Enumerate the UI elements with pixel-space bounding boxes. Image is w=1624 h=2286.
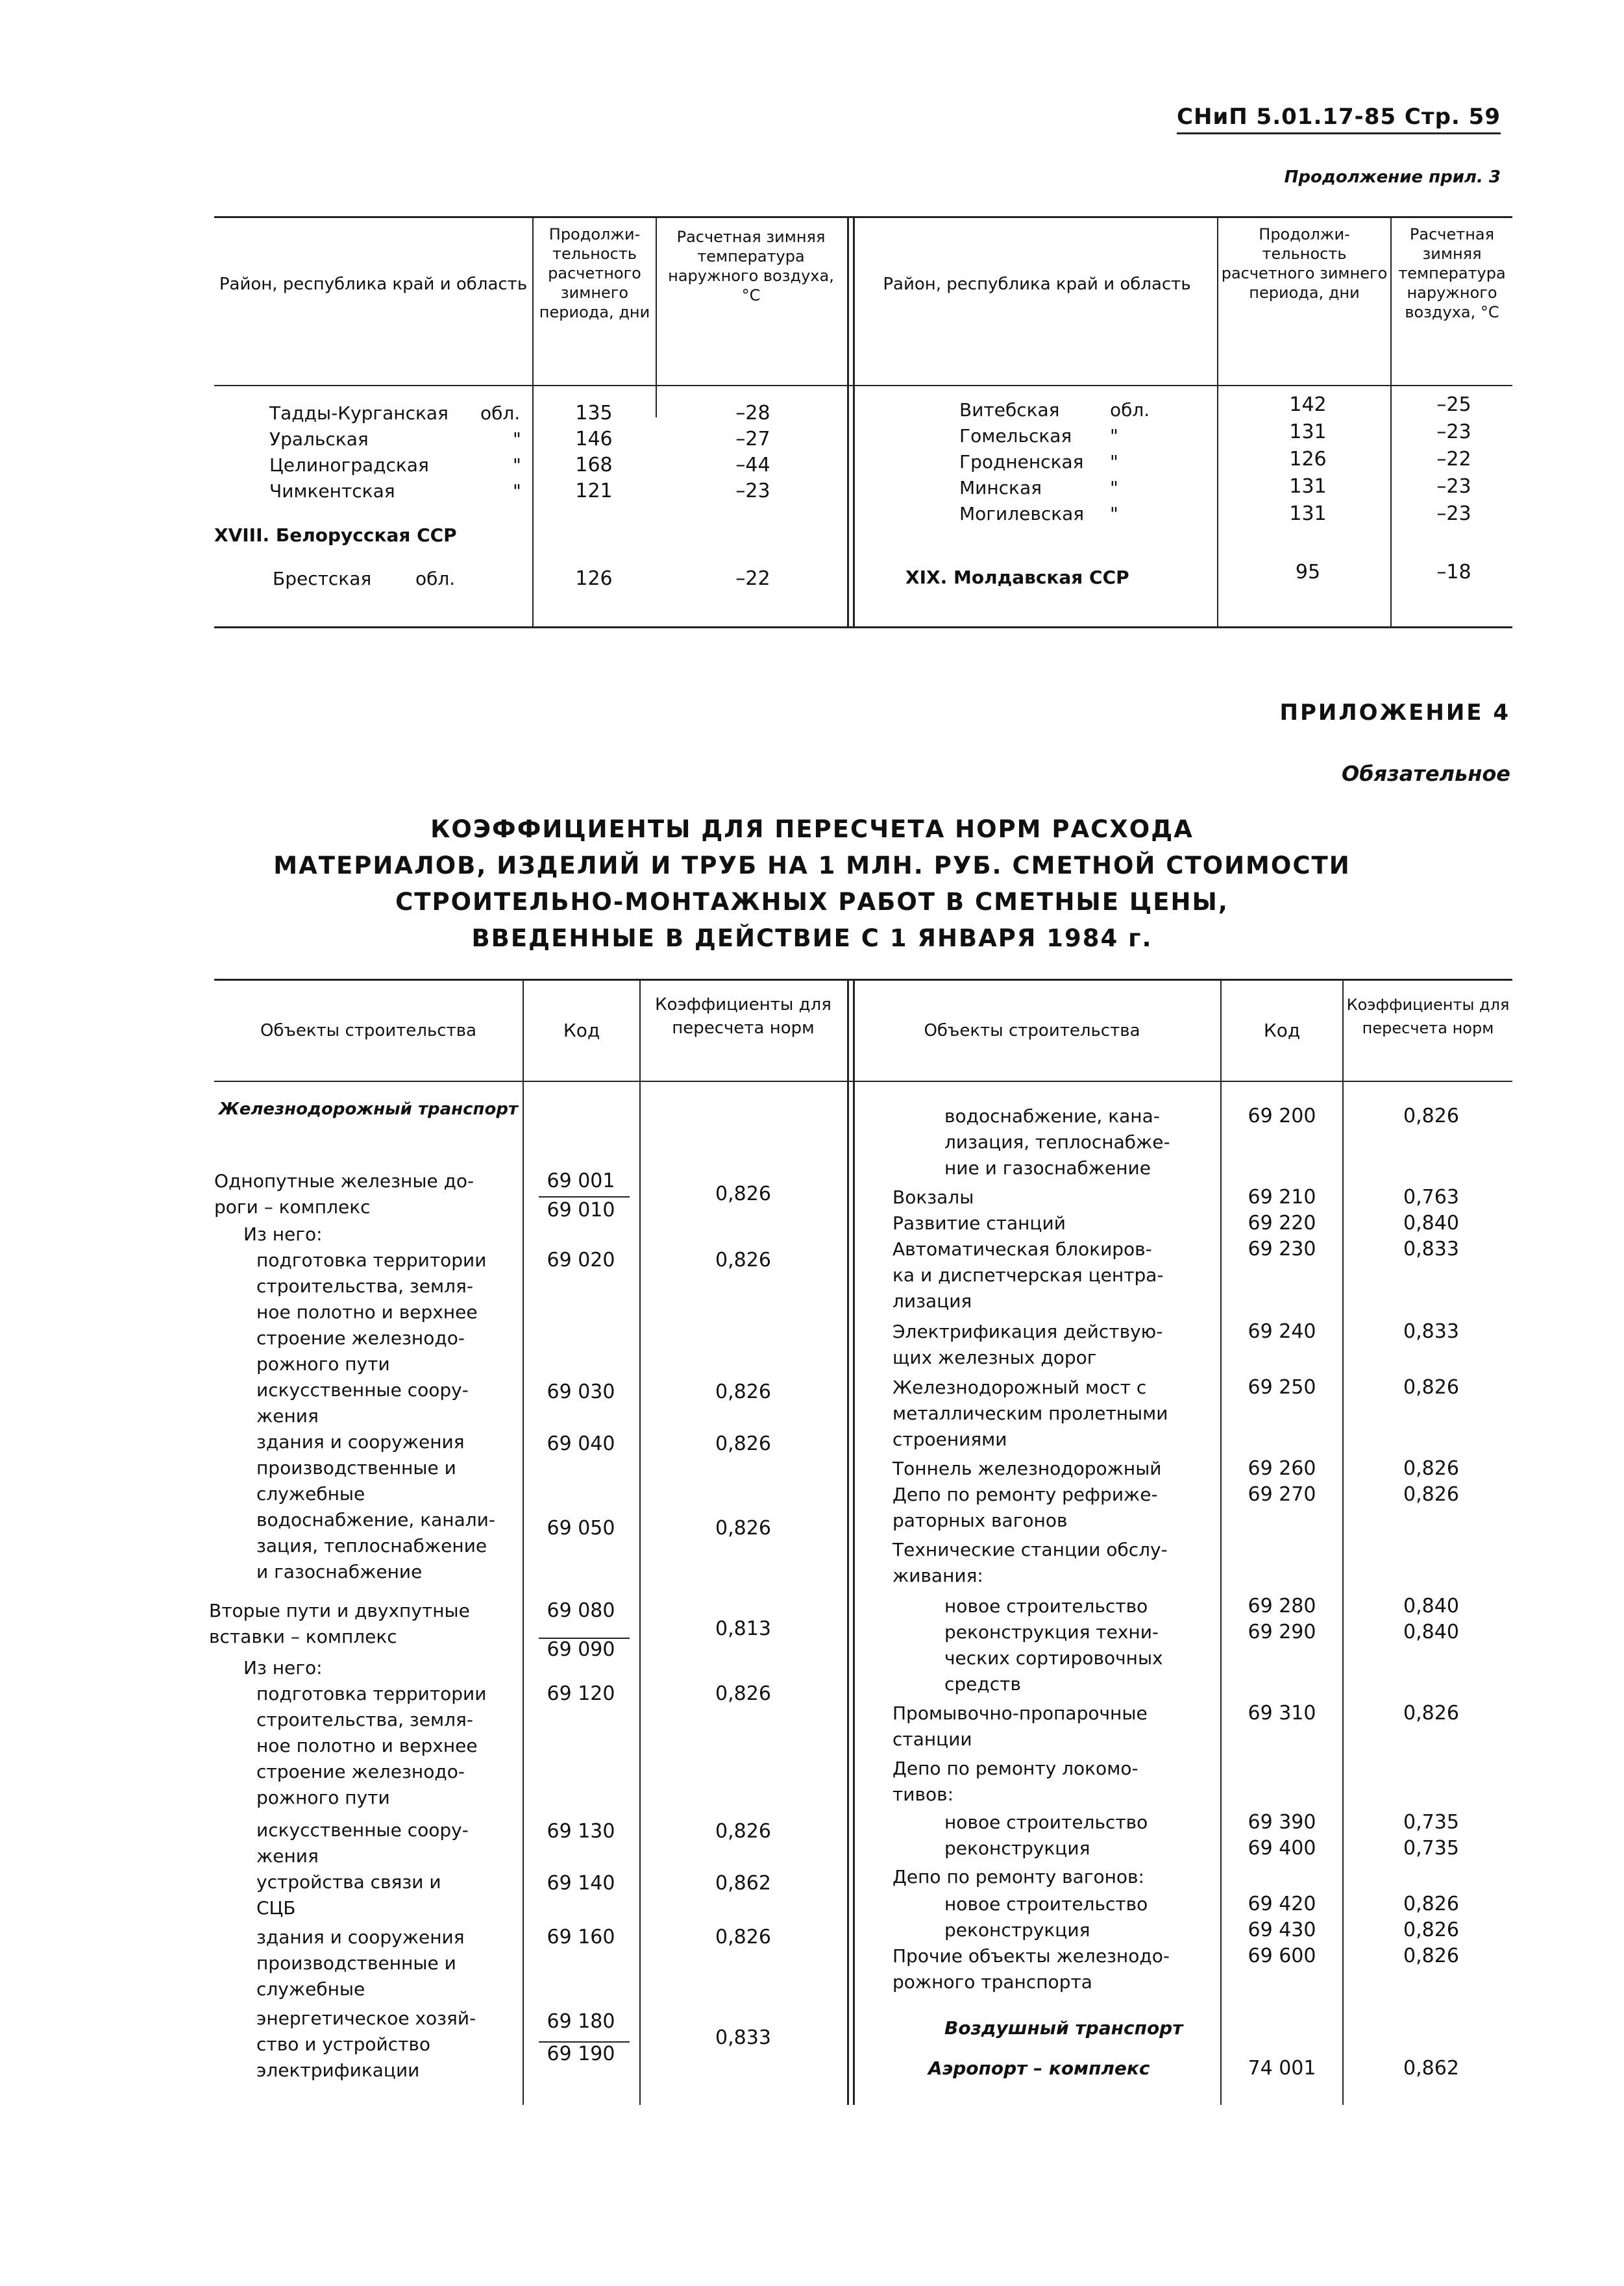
object-line: металлическим пролетными — [892, 1403, 1168, 1424]
section-air: Воздушный транспорт — [944, 2017, 1183, 2039]
object-line: Технические станции обслу- — [892, 1539, 1168, 1560]
coef-cell: 0,826 — [1403, 1893, 1459, 1915]
object-line: ние и газоснабжение — [944, 1157, 1151, 1179]
title-line: ВВЕДЕННЫЕ В ДЕЙСТВИЕ С 1 ЯНВАРЯ 1984 г. — [471, 924, 1153, 952]
col-header-region-right: Район, республика край и область — [883, 275, 1191, 294]
code-cell: 69 210 — [1248, 1186, 1316, 1209]
object-line: водоснабжение, кана- — [944, 1105, 1160, 1127]
object-line: роги – комплекс — [214, 1196, 371, 1218]
object-line: и газоснабжение — [256, 1561, 423, 1582]
object-line: ное полотно и верхнее — [256, 1735, 478, 1756]
object-line: Вторые пути и двухпутные — [209, 1600, 470, 1621]
object-line: Вокзалы — [892, 1186, 974, 1208]
table1-days: 126 — [1289, 448, 1327, 471]
table1-region: Могилевская — [959, 503, 1085, 524]
code-cell: 69 280 — [1248, 1595, 1316, 1617]
object-line: устройства связи и — [256, 1871, 441, 1893]
object-line: рожного пути — [256, 1353, 390, 1375]
object-line: рожного пути — [256, 1787, 390, 1808]
object-line: Депо по ремонту вагонов: — [892, 1866, 1144, 1887]
object-line: рожного транспорта — [892, 1971, 1092, 1993]
code-cell: 69 310 — [1248, 1702, 1316, 1725]
coef-cell: 0,735 — [1403, 1811, 1459, 1834]
object-line: лизация — [892, 1290, 972, 1312]
col-header-temperature-right: Расчетная зимняя температура наружного воздуха, °С — [1398, 225, 1506, 321]
col-header-objects-right: Объекты строительства — [924, 1021, 1140, 1040]
table1-temp: –28 — [735, 402, 770, 424]
table1-days: 121 — [575, 480, 613, 502]
table1-suffix: " — [513, 454, 521, 476]
coef-cell: 0,833 — [1403, 1238, 1459, 1260]
object-line: ное полотно и верхнее — [256, 1301, 478, 1323]
code-cell: 69 180 — [547, 2010, 615, 2033]
coef-cell: 0,826 — [715, 1926, 771, 1948]
object-line: Развитие станций — [892, 1212, 1066, 1234]
table1-temp: –23 — [735, 480, 770, 502]
section-railway: Железнодорожный транспорт — [218, 1100, 519, 1119]
object-line: реконструкция — [944, 1837, 1090, 1859]
coef-cell: 0,862 — [715, 1872, 771, 1895]
object-line: реконструкция техни- — [944, 1621, 1159, 1643]
object-line: СЦБ — [256, 1897, 296, 1919]
code-cell: 69 390 — [1248, 1811, 1316, 1834]
object-line: водоснабжение, канали- — [256, 1509, 495, 1530]
code-cell: 69 040 — [547, 1432, 615, 1455]
col-header-code-right: Код — [1263, 1020, 1301, 1041]
object-line: служебные — [256, 1483, 365, 1505]
coef-cell: 0,735 — [1403, 1837, 1459, 1860]
object-line: щих железных дорог — [892, 1347, 1097, 1368]
title-line: МАТЕРИАЛОВ, ИЗДЕЛИЙ И ТРУБ НА 1 МЛН. РУБ. СМЕТНОЙ СТОИМОСТИ — [273, 852, 1351, 879]
table1-suffix: " — [1110, 477, 1118, 498]
object-line: Железнодорожный мост с — [892, 1377, 1147, 1398]
table1-temp: –25 — [1436, 393, 1471, 416]
col-header-region: Район, республика край и область — [219, 275, 528, 294]
object-line: строительства, земля- — [256, 1275, 473, 1297]
object-line: раторных вагонов — [892, 1510, 1068, 1531]
object-line: жения — [256, 1845, 319, 1867]
table1-region: Гомельская — [959, 425, 1072, 447]
code-cell: 69 001 — [547, 1170, 615, 1192]
code-cell: 69 120 — [547, 1682, 615, 1705]
coef-cell: 0,862 — [1403, 2057, 1459, 2080]
coef-cell: 0,826 — [1403, 1457, 1459, 1480]
table1-suffix: " — [513, 480, 521, 502]
object-line: реконструкция — [944, 1919, 1090, 1941]
code-cell: 69 420 — [1248, 1893, 1316, 1915]
table1-suffix: " — [1110, 503, 1118, 524]
object-line: ка и диспетчерская центра- — [892, 1264, 1164, 1286]
continuation-note: Продолжение прил. 3 — [1284, 167, 1501, 187]
object-line: лизация, теплоснабже- — [944, 1131, 1170, 1153]
coef-cell: 0,826 — [1403, 1702, 1459, 1725]
subheading: Из него: — [243, 1223, 323, 1245]
coef-cell: 0,840 — [1403, 1621, 1459, 1643]
object-line: Аэропорт – комплекс — [928, 2058, 1150, 2079]
table1-temp: –44 — [735, 454, 770, 476]
object-line: строительства, земля- — [256, 1709, 473, 1730]
table1-region: Тадды-Курганская — [269, 402, 449, 424]
table1-suffix: " — [1110, 425, 1118, 447]
table1-temp: –22 — [1436, 448, 1471, 471]
object-line: электрификации — [256, 2059, 420, 2081]
coef-cell: 0,826 — [1403, 1105, 1459, 1127]
object-line: производственные и — [256, 1457, 456, 1479]
col-header-coef: Коэффициенты для пересчета норм — [655, 995, 831, 1038]
table1-suffix: " — [513, 428, 521, 450]
table1-days: 126 — [575, 567, 613, 590]
object-line: Однопутные железные до- — [214, 1170, 474, 1192]
code-cell: 69 090 — [547, 1638, 615, 1661]
table1-temp: –18 — [1436, 561, 1471, 584]
table1-temp: –27 — [735, 428, 770, 450]
table1-section-heading: XIX. Молдавская ССР — [905, 567, 1129, 588]
table1-temp: –23 — [1436, 421, 1471, 443]
code-cell: 69 140 — [547, 1872, 615, 1895]
code-cell: 69 240 — [1248, 1320, 1316, 1343]
object-line: строение железнодо- — [256, 1327, 465, 1349]
coef-cell: 0,826 — [1403, 1376, 1459, 1399]
subheading: Из него: — [243, 1657, 323, 1678]
code-cell: 69 080 — [547, 1599, 615, 1622]
object-line: ческих сортировочных — [944, 1647, 1163, 1669]
coef-cell: 0,826 — [1403, 1945, 1459, 1967]
object-line: Автоматическая блокиров- — [892, 1238, 1152, 1260]
coef-cell: 0,840 — [1403, 1212, 1459, 1235]
appendix-status: Обязательное — [1342, 761, 1510, 786]
table1-region: Брестская — [273, 568, 372, 589]
object-line: живания: — [892, 1565, 983, 1586]
code-cell: 69 010 — [547, 1199, 615, 1222]
table1-temp: –23 — [1436, 475, 1471, 498]
code-cell: 69 270 — [1248, 1483, 1316, 1506]
object-line: Депо по ремонту рефрижe- — [892, 1484, 1158, 1505]
object-line: искусственные соору- — [256, 1379, 469, 1401]
object-line: подготовка территории — [256, 1249, 487, 1271]
coef-cell: 0,826 — [1403, 1919, 1459, 1941]
coef-cell: 0,826 — [1403, 1483, 1459, 1506]
table1-region: Минская — [959, 477, 1042, 498]
object-line: подготовка территории — [256, 1683, 487, 1704]
coef-cell: 0,826 — [715, 1517, 771, 1540]
object-line: служебные — [256, 1978, 365, 2000]
table1-days: 135 — [575, 402, 613, 424]
table1-region: Витебская — [959, 399, 1060, 421]
code-cell: 69 020 — [547, 1249, 615, 1272]
object-line: Прочие объекты железнодо- — [892, 1945, 1170, 1967]
coef-cell: 0,826 — [715, 1820, 771, 1843]
table1-temp: –23 — [1436, 502, 1471, 525]
table1-days: 131 — [1289, 475, 1327, 498]
object-line: ство и устройство — [256, 2034, 431, 2055]
table1-days: 142 — [1289, 393, 1327, 416]
appendix-label: ПРИЛОЖЕНИЕ 4 — [1279, 700, 1510, 726]
coef-cell: 0,833 — [715, 2026, 771, 2049]
coef-cell: 0,833 — [1403, 1320, 1459, 1343]
table1-days: 146 — [575, 428, 613, 450]
coef-cell: 0,813 — [715, 1617, 771, 1640]
object-line: новое строительство — [944, 1595, 1148, 1617]
table1-suffix: " — [1110, 451, 1118, 473]
code-cell: 69 290 — [1248, 1621, 1316, 1643]
code-cell: 69 030 — [547, 1381, 615, 1403]
col-header-temperature: Расчетная зимняя температура наружного воздуха, °С — [668, 228, 834, 304]
object-line: Депо по ремонту локомо- — [892, 1758, 1138, 1779]
code-cell: 69 600 — [1248, 1945, 1316, 1967]
table1-suffix: обл. — [1110, 399, 1150, 421]
code-cell: 69 190 — [547, 2043, 615, 2065]
object-line: Тоннель железнодорожный — [892, 1458, 1162, 1479]
code-cell: 69 230 — [1248, 1238, 1316, 1260]
code-cell: 69 200 — [1248, 1105, 1316, 1127]
code-cell: 69 220 — [1248, 1212, 1316, 1235]
running-head: СНиП 5.01.17-85 Стр. 59 — [1177, 104, 1501, 134]
object-line: Электрификация действую- — [892, 1321, 1163, 1342]
code-cell: 69 430 — [1248, 1919, 1316, 1941]
table1-days: 131 — [1289, 421, 1327, 443]
table1-region: Гродненская — [959, 451, 1084, 473]
title-line: СТРОИТЕЛЬНО-МОНТАЖНЫХ РАБОТ В СМЕТНЫЕ ЦЕНЫ, — [395, 888, 1229, 916]
object-line: жения — [256, 1405, 319, 1427]
coef-cell: 0,826 — [715, 1432, 771, 1455]
object-line: средств — [944, 1673, 1021, 1695]
col-header-objects: Объекты строительства — [260, 1021, 477, 1040]
object-line: тивов: — [892, 1784, 954, 1805]
col-header-duration: Продолжи-тельность расчетного зимнего периода, дни — [539, 225, 650, 321]
coef-cell: 0,826 — [715, 1381, 771, 1403]
code-cell: 69 400 — [1248, 1837, 1316, 1860]
col-header-code: Код — [563, 1020, 600, 1041]
table1-section-heading: XVIII. Белорусская ССР — [214, 524, 457, 546]
table1-suffix: обл. — [480, 402, 521, 424]
object-line: энергетическое хозяй- — [256, 2008, 476, 2029]
table1-region: Уральская — [269, 428, 369, 450]
coef-cell: 0,826 — [715, 1249, 771, 1272]
object-line: строениями — [892, 1429, 1007, 1450]
object-line: строение железнодо- — [256, 1761, 465, 1782]
appendix-title — [0, 811, 1624, 957]
table1-days: 131 — [1289, 502, 1327, 525]
table1-suffix: обл. — [415, 568, 456, 589]
table1-region: Целиноградская — [269, 454, 429, 476]
code-cell: 69 260 — [1248, 1457, 1316, 1480]
code-cell: 69 130 — [547, 1820, 615, 1843]
object-line: зация, теплоснабжение — [256, 1535, 487, 1556]
object-line: здания и сооружения — [256, 1431, 465, 1453]
code-cell: 69 250 — [1248, 1376, 1316, 1399]
code-cell: 74 001 — [1248, 2057, 1316, 2080]
object-line: искусственные соору- — [256, 1819, 469, 1841]
object-line: Промывочно-пропарочные — [892, 1702, 1148, 1724]
object-line: производственные и — [256, 1952, 456, 1974]
table1-days: 168 — [575, 454, 613, 476]
object-line: новое строительство — [944, 1893, 1148, 1915]
coef-cell: 0,826 — [715, 1682, 771, 1705]
code-cell: 69 160 — [547, 1926, 615, 1948]
table1-days: 95 — [1295, 561, 1321, 584]
coef-cell: 0,763 — [1403, 1186, 1459, 1209]
table1-temp: –22 — [735, 567, 770, 590]
coef-cell: 0,840 — [1403, 1595, 1459, 1617]
object-line: станции — [892, 1728, 972, 1750]
title-line: КОЭФФИЦИЕНТЫ ДЛЯ ПЕРЕСЧЕТА НОРМ РАСХОДА — [430, 815, 1194, 843]
code-cell: 69 050 — [547, 1517, 615, 1540]
col-header-coef-right: Коэффициенты для пересчета норм — [1346, 996, 1510, 1037]
object-line: новое строительство — [944, 1812, 1148, 1833]
object-line: здания и сооружения — [256, 1926, 465, 1948]
coef-cell: 0,826 — [715, 1183, 771, 1205]
col-header-duration-right: Продолжи-тельность расчетного зимнего периода, дни — [1221, 225, 1388, 302]
object-line: вставки – комплекс — [209, 1626, 397, 1647]
table1-region: Чимкентская — [269, 480, 395, 502]
